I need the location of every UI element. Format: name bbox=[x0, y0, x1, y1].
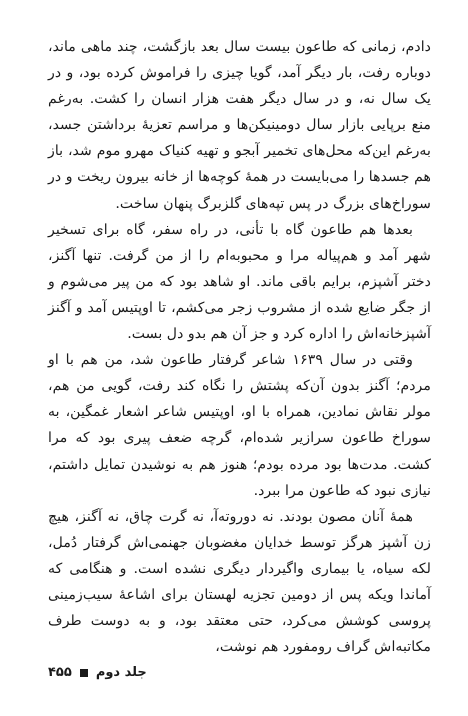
body-text bbox=[48, 34, 431, 660]
paragraph-2: بعدها هم طاعون گاه با تأنی، در راه سفر، گاه برای تسخیر شهر آمد و هم‌پیاله مرا و محبوبه‌ام را از من گرفت. تنها آگنز، دختر آشپزم، برایم باقی ماند. او شاهد بود که من پیر می‌شوم و از جگر ضایع شده از مشروب زجر می‌کشم، تا اوپتیس آمد و آگنز آشپزخانه‌اش را اداره کرد و جز آن هم بدو دل بست. bbox=[48, 221, 431, 343]
page-footer bbox=[48, 665, 147, 680]
paragraph-1: دادم، زمانی که طاعون بیست سال بعد بازگشت، چند ماهی ماند، دوباره رفت، بار دیگر آمد، گویا چیزی را فراموش کرده بود، و در یک سال نه، و در سال دیگر هفت هزار انسان را کشت. به‌رغم منع برپایی بازار سال دومینیکن‌ها و مراسم تعزیهٔ برداشتن جسد، به‌رغم این‌که محل‌های تخمیر آبجو و تهیه کنیاک مهرو موم شد، باز هم جسدها را می‌بایست در همهٔ کوچه‌ها از خانه بیرون ریخت و در سوراخ‌های بزرگ در پس تپه‌های گلزبرگ پنهان ساخت. bbox=[48, 39, 431, 212]
page-number: ۴۵۵ bbox=[48, 665, 72, 680]
volume-label: جلد دوم bbox=[95, 665, 147, 680]
separator-square-icon bbox=[80, 669, 88, 677]
paragraph-4: همهٔ آنان مصون بودند. نه دوروته‌آ، نه گرت چاق، نه آگنز، هیچ زن آشپز هرگز توسط خدایان مغضوبان جهنمی‌اش گرفتار دُمل، لکه سیاه، یا بیماری واگیردار دیگری نشده است. و هنگامی که آماندا ویکه پس از دومین تجزیه لهستان برای اشاعهٔ سیب‌زمینی پروسی کوشش می‌کرد، حتی معتقد بود، و به دوست طرف مکاتبه‌اش گراف رومفورد هم نوشت، bbox=[48, 508, 431, 656]
paragraph-3: وقتی در سال ۱۶۳۹ شاعر گرفتار طاعون شد، من هم با او مردم؛ آگنز بدون آن‌که پشتش را نگاه کند رفت، گویی من هم، مولر نقاش نمادین، همراه با او، اوپتیس شاعر اشعار غمگین، به سوراخ طاعون سرازیر شده‌ام، گرچه ضعف پیری بود که مرا کشت. مدت‌ها بود مرده بودم؛ هنوز هم به نوشیدن تمایل داشتم، نیازی نبود که طاعون مرا ببرد. bbox=[48, 352, 431, 499]
